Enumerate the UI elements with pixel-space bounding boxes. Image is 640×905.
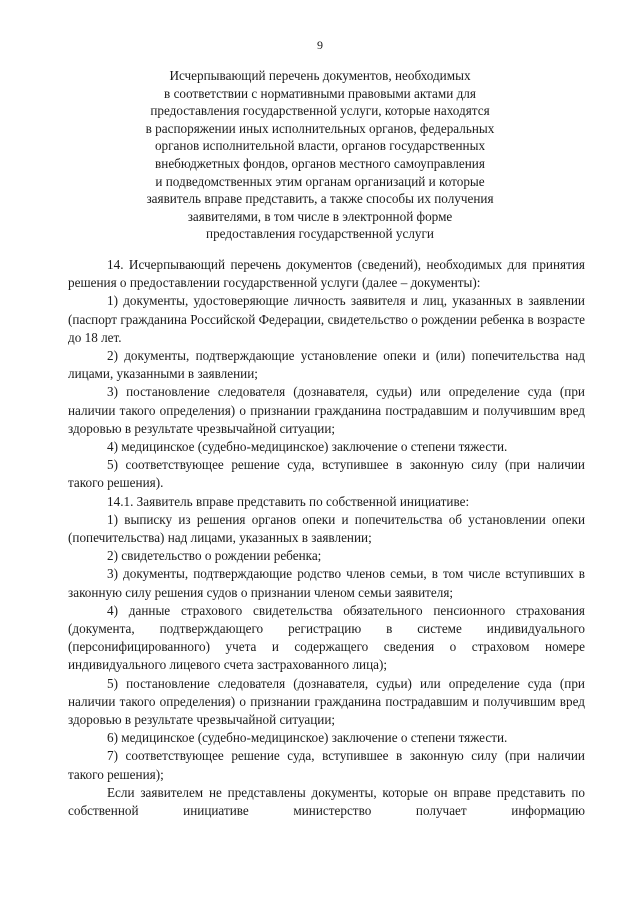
paragraph-list-item: 3) документы, подтверждающие родство членов семьи, в том числе вступивших в законную силу решения судов о признании членом семьи заявителя; xyxy=(68,566,585,600)
section-heading xyxy=(80,67,560,243)
paragraph-list-item: 4) медицинское (судебно-медицинское) заключение о степени тяжести. xyxy=(107,439,508,455)
paragraph-list-item: 2) свидетельство о рождении ребенка; xyxy=(107,548,322,564)
paragraph-list-item: 3) постановление следователя (дознавателя, судьи) или определение суда (при наличии такого определения) о признании гражданина пострадавшим и получившим вред здоровью в результате чрезвычайной ситуации; xyxy=(68,384,585,436)
paragraph-list-item: 1) выписку из решения органов опеки и попечительства об установлении опеки (попечительства) над лицами, указанных в заявлении; xyxy=(68,511,585,546)
paragraph-list-item: 5) постановление следователя (дознавателя, судьи) или определение суда (при наличии такого определения) о признании гражданина пострадавшим и получившим вред здоровью в результате чрезвычайной ситуации; xyxy=(68,675,585,728)
paragraph-list-item: 4) данные страхового свидетельства обязательного пенсионного страхования (документа, подтверждающего регистрацию в системе индивидуального (персонифицированного) учета и содержащего сведения о страховом номере индивидуального лицевого счета застрахованного лица); xyxy=(68,602,585,673)
heading-line: предоставления государственной услуги xyxy=(206,226,434,242)
paragraph-list-item: 6) медицинское (судебно-медицинское) заключение о степени тяжести. xyxy=(107,730,508,746)
heading-line: Исчерпывающий перечень документов, необходимых xyxy=(169,68,471,83)
paragraph-item-14-1: 14.1. Заявитель вправе представить по собственной инициативе: xyxy=(107,493,470,509)
paragraph-list-item: 7) соответствующее решение суда, вступившее в законную силу (при наличии такого решения); xyxy=(68,748,585,782)
heading-line: внебюджетных фондов, органов местного самоуправления xyxy=(155,155,485,171)
heading-line: в распоряжении иных исполнительных органов, федеральных xyxy=(145,120,495,136)
paragraph-item-14: 14. Исчерпывающий перечень документов (сведений), необходимых для принятия решения о предоставлении государственной услуги (далее – документы): xyxy=(68,257,585,291)
paragraph-list-item: 5) соответствующее решение суда, вступившее в законную силу (при наличии такого решения). xyxy=(68,457,585,491)
heading-line: и подведомственных этим органам организаций и которые xyxy=(155,173,485,189)
paragraph-list-item: 1) документы, удостоверяющие личность заявителя и лиц, указанных в заявлении (паспорт гражданина Российской Федерации, свидетельство о рождении ребенка в возрасте до 18 лет. xyxy=(68,293,585,345)
heading-line: предоставления государственной услуги, которые находятся xyxy=(150,103,490,119)
heading-line: органов исполнительной власти, органов государственных xyxy=(154,138,486,154)
heading-line: заявителями, в том числе в электронной форме xyxy=(187,208,453,224)
heading-line: в соответствии с нормативными правовыми актами для xyxy=(164,85,476,101)
body-text xyxy=(68,256,585,820)
page-number: 9 xyxy=(317,38,323,52)
paragraph-continued: Если заявителем не представлены документы, которые он вправе представить по собственной инициативе министерство получает информацию xyxy=(68,784,585,819)
heading-line: заявитель вправе представить, а также способы их получения xyxy=(146,191,494,207)
paragraph-list-item: 2) документы, подтверждающие установление опеки и (или) попечительства над лицами, указанными в заявлении; xyxy=(68,348,585,382)
